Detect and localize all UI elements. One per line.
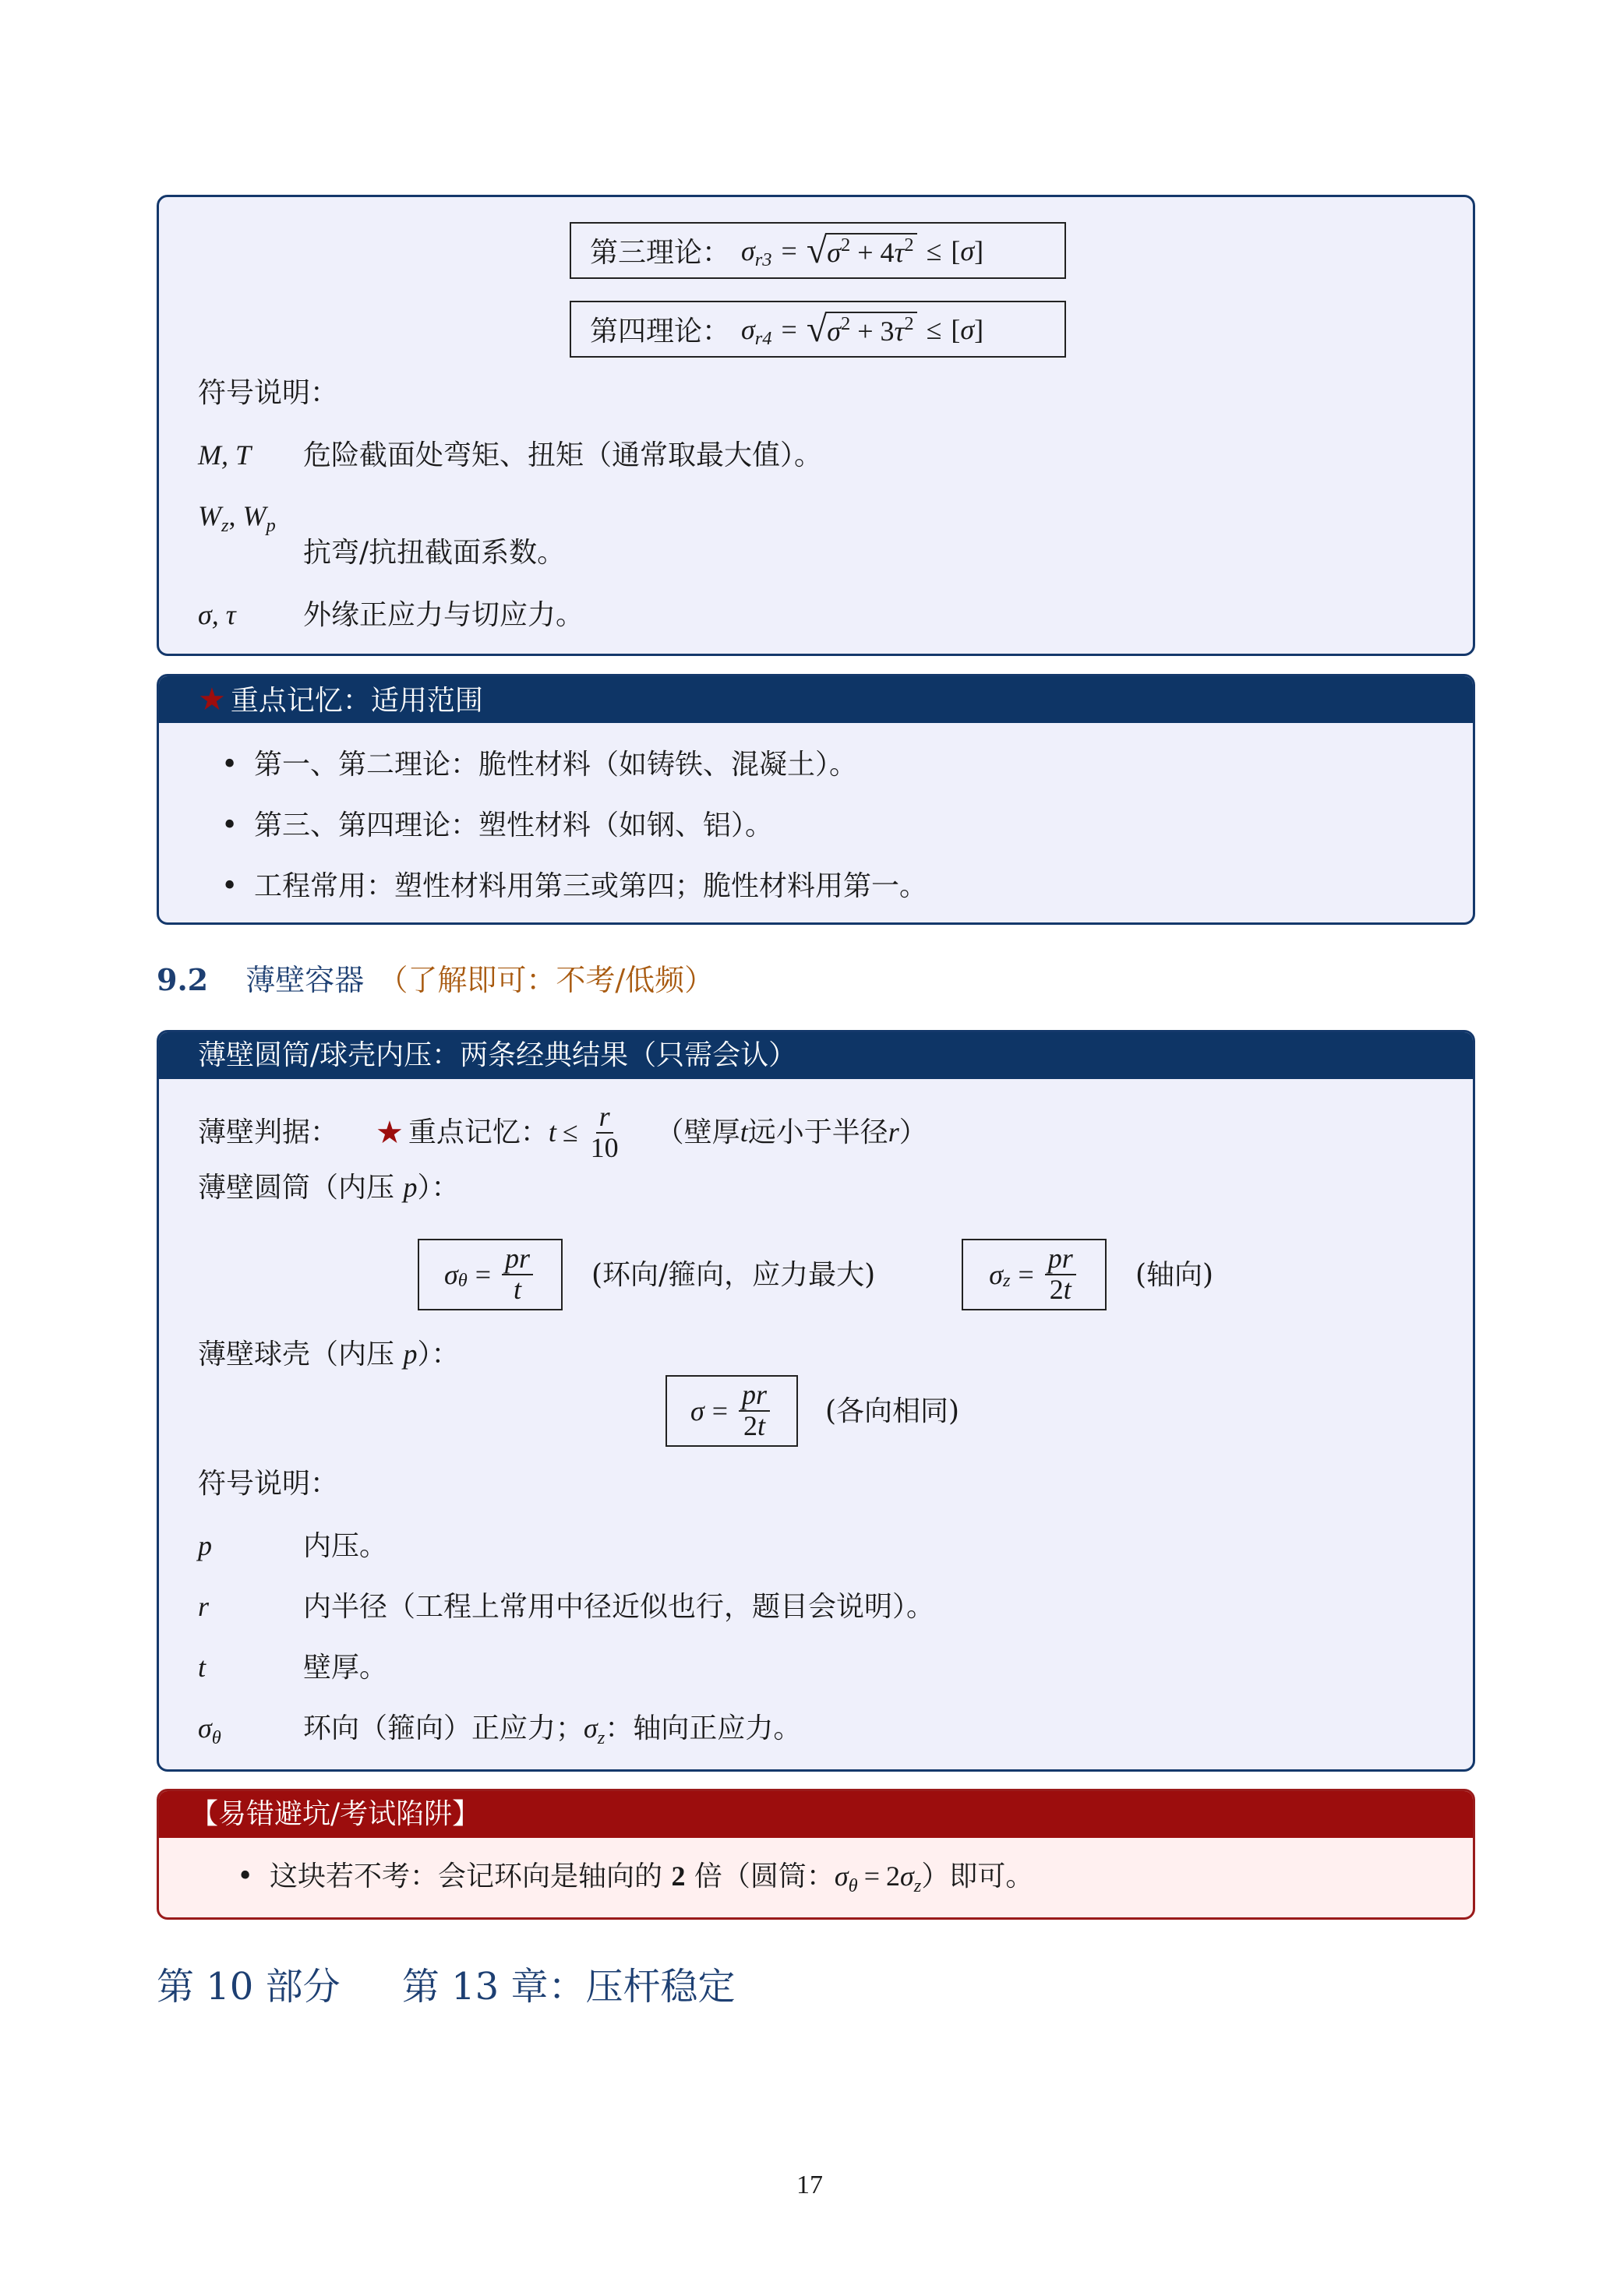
criterion-note-pre: （壁厚 <box>655 1116 740 1149</box>
symbol-sigma-desc: 环向（箍向）正应力；$\sigma_z$：轴向正应力。 <box>303 1712 802 1748</box>
formula-box-strength-theories <box>157 195 1475 656</box>
thin-wall-criterion: 薄壁判据： ★ 重点记忆： t ≤ $\frac{r}{10}$ （壁厚 t 远小于半径 r ） <box>198 1101 927 1163</box>
sphere-note: (各向相同) <box>825 1395 960 1427</box>
criterion-label: 薄壁判据： <box>198 1116 339 1149</box>
symbols-title: 符号说明： <box>198 377 339 409</box>
theory4-formula-box: 第四理论： $\sigma_{r4}$ = √ $\sigma^2 + 3\tau^2$ ≤ [ σ ] <box>570 301 1066 358</box>
key-memory-box <box>157 674 1475 925</box>
theory3-label: 第三理论： <box>590 237 731 269</box>
symbol-p: p <box>198 1530 212 1561</box>
section-title: 薄壁容器 <box>245 963 365 997</box>
criterion-fraction: $\frac{r}{10}$ <box>590 1101 619 1163</box>
pitfall-box <box>157 1789 1475 1920</box>
symbol-W-desc: 抗弯/抗扭截面系数。 <box>303 537 566 569</box>
symbol-r-desc: 内半径（工程上常用中径近似也行，题目会说明）。 <box>303 1591 935 1623</box>
section-number: 9.2 <box>157 962 209 997</box>
symbol-t-desc: 壁厚。 <box>303 1652 388 1684</box>
cylinder-label: 薄壁圆筒（内压 p）： <box>198 1172 460 1204</box>
pitfall-header <box>159 1791 1473 1838</box>
symbol-sigma-tau: σ, τ <box>198 599 236 630</box>
list-item: • 工程常用：塑性材料用第三或第四；脆性材料用第一。 <box>221 869 927 903</box>
criterion-note-post: ） <box>898 1116 927 1149</box>
symbol-r: r <box>198 1591 210 1622</box>
theory4-sub: r4 <box>754 328 772 350</box>
axial-stress-formula: σ z = $\frac{pr}{2t}$ <box>962 1239 1107 1310</box>
theory3-sqrt: √ $\sigma^2 + 4\tau^2$ <box>807 233 917 269</box>
star-icon: ★ <box>376 1114 404 1151</box>
symbol-MT-desc: 危险截面处弯矩、扭矩（通常取最大值）。 <box>303 439 823 471</box>
axial-note: (轴向) <box>1135 1259 1214 1291</box>
key-memory-title: 重点记忆：适用范围 <box>230 685 483 717</box>
symbol-t: t <box>198 1652 207 1683</box>
symbol-sigma-tau-desc: 外缘正应力与切应力。 <box>303 599 584 631</box>
theory3-sub: r3 <box>754 249 772 271</box>
symbol-Wz-Wp: $W_z$, $W_p$ <box>198 500 276 536</box>
key-memory-header <box>159 676 1473 723</box>
hoop-note: (环向/箍向，应力最大) <box>591 1259 876 1291</box>
theory3-lhs: σ <box>741 235 755 266</box>
section-note: （了解即可：不考/低频） <box>378 963 715 997</box>
theory4-sqrt: √ $\sigma^2 + 3\tau^2$ <box>807 312 917 347</box>
criterion-key: 重点记忆： <box>408 1116 549 1149</box>
symbol-sigma-theta: $\sigma_\theta$ <box>198 1712 221 1748</box>
symbol-MT: M, T <box>198 439 252 471</box>
key-memory-list <box>221 748 927 904</box>
sphere-stress-formula: σ = $\frac{pr}{2t}$ <box>665 1375 798 1447</box>
chapter-title: 第 13 章：压杆稳定 <box>401 1965 736 2009</box>
section-heading <box>157 962 714 999</box>
list-item: • 这块若不考：会记环向是轴向的 2 倍（圆筒：$\sigma_\theta = 2\sigma_z$）即可。 <box>237 1860 1033 1893</box>
theory4-lhs: σ <box>741 313 755 345</box>
symbol-p-desc: 内压。 <box>303 1530 388 1562</box>
symbols-title: 符号说明： <box>198 1468 339 1500</box>
list-item: • 第一、第二理论：脆性材料（如铸铁、混凝土）。 <box>221 748 927 781</box>
pitfall-bold-number: 2 <box>671 1860 686 1892</box>
theory3-formula-box: 第三理论： $\sigma_{r3}$ = √ $\sigma^2 + 4\tau^2$ ≤ [ σ ] <box>570 222 1066 279</box>
list-item: • 第三、第四理论：塑性材料（如钢、铝）。 <box>221 809 927 842</box>
chapter-part: 第 10 部分 <box>157 1965 341 2009</box>
pitfall-list <box>237 1860 1034 1896</box>
thin-wall-header <box>159 1032 1473 1079</box>
pitfall-title: 【易错避坑/考试陷阱】 <box>190 1798 481 1830</box>
star-icon: ★ <box>198 682 226 718</box>
thin-wall-title: 薄壁圆筒/球壳内压：两条经典结果（只需会认） <box>198 1039 797 1071</box>
theory4-label: 第四理论： <box>590 316 731 347</box>
hoop-stress-formula: σ θ = $\frac{pr}{t}$ <box>418 1239 563 1310</box>
thin-wall-vessel-box <box>157 1030 1475 1772</box>
sphere-label: 薄壁球壳（内压 p）： <box>198 1338 460 1370</box>
page-number: 17 <box>796 2171 823 2199</box>
criterion-note-mid: 远小于半径 <box>747 1116 888 1149</box>
chapter-heading <box>157 1965 735 2010</box>
